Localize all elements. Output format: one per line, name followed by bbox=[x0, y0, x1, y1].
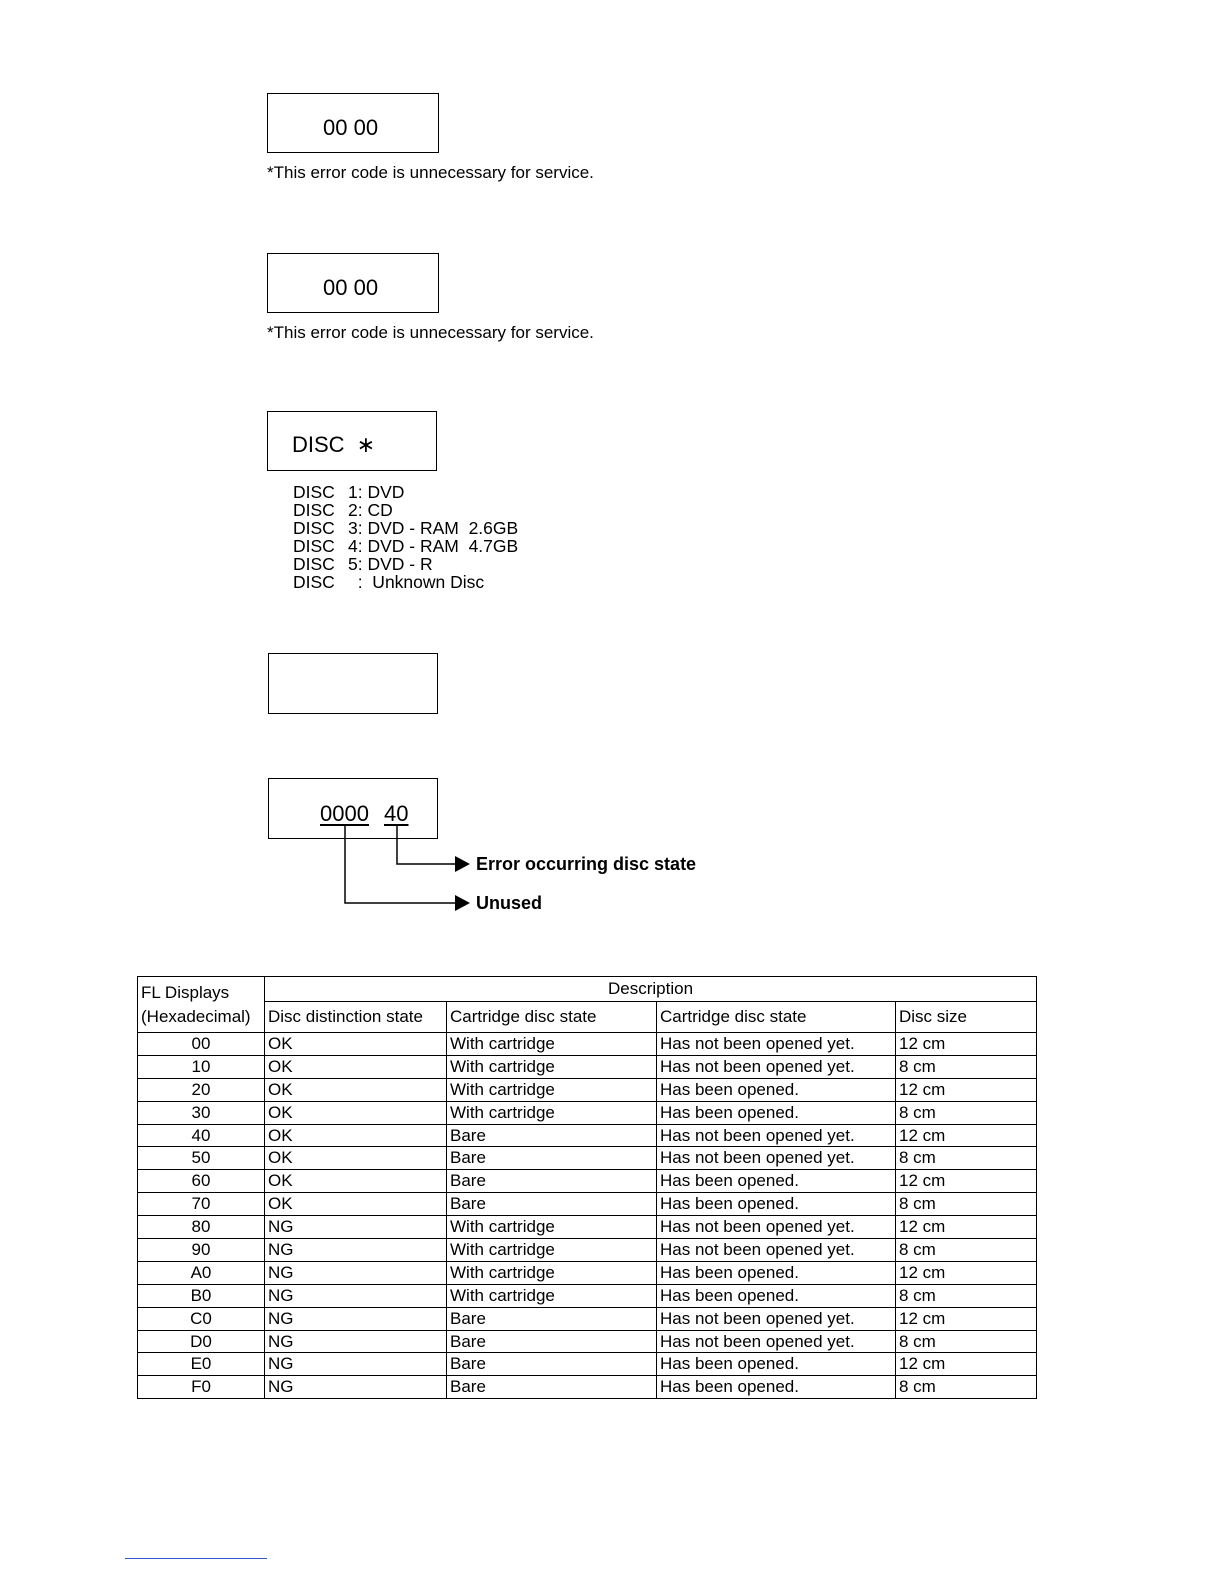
footer-rule bbox=[125, 1558, 267, 1559]
distinction-cell: OK bbox=[265, 1078, 447, 1101]
unused-label: Unused bbox=[476, 893, 543, 913]
disc-legend-item bbox=[293, 501, 518, 519]
distinction-cell: NG bbox=[265, 1307, 447, 1330]
fl-displays-header bbox=[138, 977, 265, 1033]
fl-header-line1: FL Displays bbox=[141, 983, 230, 1002]
distinction-cell: NG bbox=[265, 1239, 447, 1262]
error-state-code: 40 bbox=[384, 801, 409, 826]
opened-state-cell: Has been opened. bbox=[657, 1376, 896, 1399]
disc-size-cell: 8 cm bbox=[896, 1330, 1037, 1353]
opened-state-cell: Has not been opened yet. bbox=[657, 1055, 896, 1078]
opened-state-cell: Has been opened. bbox=[657, 1353, 896, 1376]
fl-display-1 bbox=[267, 93, 439, 153]
table-row bbox=[138, 1307, 1037, 1330]
table-row bbox=[138, 1330, 1037, 1353]
disc-size-cell: 12 cm bbox=[896, 1307, 1037, 1330]
cartridge-cell: With cartridge bbox=[447, 1261, 657, 1284]
disc-legend-value: 3: DVD - RAM 2.6GB bbox=[348, 518, 519, 538]
disc-size-cell: 12 cm bbox=[896, 1170, 1037, 1193]
opened-state-cell: Has not been opened yet. bbox=[657, 1033, 896, 1056]
table-row bbox=[138, 1147, 1037, 1170]
fl-code-cell: 70 bbox=[138, 1193, 265, 1216]
disc-size-cell: 8 cm bbox=[896, 1239, 1037, 1262]
fl-code-cell: 30 bbox=[138, 1101, 265, 1124]
table-row bbox=[138, 1170, 1037, 1193]
disc-legend-item bbox=[293, 483, 518, 501]
disc-legend-value: 4: DVD - RAM 4.7GB bbox=[348, 536, 519, 556]
cartridge-cell: With cartridge bbox=[447, 1284, 657, 1307]
cartridge-cell: Bare bbox=[447, 1353, 657, 1376]
disc-legend-value: : Unknown Disc bbox=[348, 572, 485, 592]
state-arrow-head bbox=[455, 856, 470, 872]
opened-state-cell: Has not been opened yet. bbox=[657, 1147, 896, 1170]
disc-size-cell: 12 cm bbox=[896, 1124, 1037, 1147]
opened-state-cell: Has been opened. bbox=[657, 1193, 896, 1216]
table-row bbox=[138, 1284, 1037, 1307]
cartridge-cell: Bare bbox=[447, 1147, 657, 1170]
disc-size-cell: 8 cm bbox=[896, 1284, 1037, 1307]
fl-code-cell: 10 bbox=[138, 1055, 265, 1078]
fl-code-cell: A0 bbox=[138, 1261, 265, 1284]
fl-code-cell: 00 bbox=[138, 1033, 265, 1056]
opened-state-cell: Has not been opened yet. bbox=[657, 1307, 896, 1330]
disc-size-cell: 12 cm bbox=[896, 1033, 1037, 1056]
fl-code-cell: 50 bbox=[138, 1147, 265, 1170]
disc-size-cell: 8 cm bbox=[896, 1147, 1037, 1170]
distinction-cell: NG bbox=[265, 1353, 447, 1376]
distinction-cell: OK bbox=[265, 1124, 447, 1147]
distinction-cell: NG bbox=[265, 1216, 447, 1239]
fl-code-cell: 60 bbox=[138, 1170, 265, 1193]
fl-code-cell: B0 bbox=[138, 1284, 265, 1307]
description-header: Description bbox=[265, 977, 1037, 1002]
opened-state-cell: Has been opened. bbox=[657, 1261, 896, 1284]
opened-state-cell: Has been opened. bbox=[657, 1284, 896, 1307]
opened-state-cell: Has not been opened yet. bbox=[657, 1239, 896, 1262]
table-row bbox=[138, 1055, 1037, 1078]
disc-legend-item bbox=[293, 573, 518, 591]
cartridge-cell: Bare bbox=[447, 1170, 657, 1193]
distinction-cell: NG bbox=[265, 1284, 447, 1307]
fl-display-error bbox=[268, 778, 438, 839]
fl-code-cell: 40 bbox=[138, 1124, 265, 1147]
disc-legend-item bbox=[293, 519, 518, 537]
cartridge-cell: With cartridge bbox=[447, 1239, 657, 1262]
fl-code-cell: 90 bbox=[138, 1239, 265, 1262]
distinction-cell: OK bbox=[265, 1147, 447, 1170]
fl-code-cell: F0 bbox=[138, 1376, 265, 1399]
table-row bbox=[138, 1193, 1037, 1216]
cartridge-cell: Bare bbox=[447, 1124, 657, 1147]
table-row bbox=[138, 1216, 1037, 1239]
disc-legend-label: DISC bbox=[293, 536, 335, 556]
disc-legend-label: DISC bbox=[293, 518, 335, 538]
table-row bbox=[138, 1353, 1037, 1376]
fl-code-cell: E0 bbox=[138, 1353, 265, 1376]
cartridge-cell: Bare bbox=[447, 1193, 657, 1216]
table-row bbox=[138, 1124, 1037, 1147]
distinction-cell: OK bbox=[265, 1033, 447, 1056]
disc-legend-value: 1: DVD bbox=[348, 482, 405, 502]
fl-code-cell: D0 bbox=[138, 1330, 265, 1353]
opened-state-cell: Has been opened. bbox=[657, 1170, 896, 1193]
opened-state-cell: Has not been opened yet. bbox=[657, 1124, 896, 1147]
table-row bbox=[138, 1101, 1037, 1124]
distinction-cell: NG bbox=[265, 1261, 447, 1284]
disc-size-cell: 12 cm bbox=[896, 1261, 1037, 1284]
fl-display-2-note: *This error code is unnecessary for service. bbox=[267, 323, 594, 342]
fl-display-2 bbox=[267, 253, 439, 313]
disc-legend-item bbox=[293, 555, 518, 573]
disc-size-cell: 8 cm bbox=[896, 1193, 1037, 1216]
cartridge-cell: Bare bbox=[447, 1376, 657, 1399]
disc-size-cell: 8 cm bbox=[896, 1376, 1037, 1399]
table-row bbox=[138, 1261, 1037, 1284]
column-header: Cartridge disc state bbox=[447, 1002, 657, 1033]
table-row bbox=[138, 1033, 1037, 1056]
unused-arrow-head bbox=[455, 895, 470, 911]
cartridge-cell: With cartridge bbox=[447, 1033, 657, 1056]
opened-state-cell: Has been opened. bbox=[657, 1078, 896, 1101]
cartridge-cell: With cartridge bbox=[447, 1101, 657, 1124]
fl-display-2-text: 00 00 bbox=[323, 275, 379, 300]
fl-display-blank bbox=[268, 653, 438, 714]
fl-code-cell: 80 bbox=[138, 1216, 265, 1239]
table-row bbox=[138, 1078, 1037, 1101]
cartridge-cell: Bare bbox=[447, 1330, 657, 1353]
fl-display-disc bbox=[267, 411, 437, 471]
fl-code-cell: 20 bbox=[138, 1078, 265, 1101]
disc-legend-item bbox=[293, 537, 518, 555]
distinction-cell: NG bbox=[265, 1330, 447, 1353]
column-header: Cartridge disc state bbox=[657, 1002, 896, 1033]
column-header: Disc distinction state bbox=[265, 1002, 447, 1033]
opened-state-cell: Has not been opened yet. bbox=[657, 1216, 896, 1239]
error-unused-code: 0000 bbox=[320, 801, 369, 826]
distinction-cell: OK bbox=[265, 1055, 447, 1078]
cartridge-cell: With cartridge bbox=[447, 1078, 657, 1101]
fl-header-line2: (Hexadecimal) bbox=[141, 1007, 251, 1026]
fl-code-cell: C0 bbox=[138, 1307, 265, 1330]
cartridge-cell: Bare bbox=[447, 1307, 657, 1330]
fl-display-disc-text: DISC ∗ bbox=[292, 432, 376, 457]
fl-display-1-text: 00 00 bbox=[323, 115, 379, 140]
distinction-cell: OK bbox=[265, 1170, 447, 1193]
cartridge-cell: With cartridge bbox=[447, 1216, 657, 1239]
disc-size-cell: 12 cm bbox=[896, 1078, 1037, 1101]
distinction-cell: OK bbox=[265, 1101, 447, 1124]
disc-state-table bbox=[137, 976, 1037, 1399]
fl-display-1-note: *This error code is unnecessary for service. bbox=[267, 163, 594, 182]
column-header: Disc size bbox=[896, 1002, 1037, 1033]
disc-legend-label: DISC bbox=[293, 572, 335, 592]
opened-state-cell: Has been opened. bbox=[657, 1101, 896, 1124]
table-row bbox=[138, 1376, 1037, 1399]
distinction-cell: NG bbox=[265, 1376, 447, 1399]
disc-size-cell: 12 cm bbox=[896, 1353, 1037, 1376]
cartridge-cell: With cartridge bbox=[447, 1055, 657, 1078]
disc-size-cell: 8 cm bbox=[896, 1101, 1037, 1124]
disc-legend-label: DISC bbox=[293, 482, 335, 502]
error-state-label: Error occurring disc state bbox=[476, 854, 697, 874]
disc-legend-label: DISC bbox=[293, 554, 335, 574]
disc-legend-value: 5: DVD - R bbox=[348, 554, 433, 574]
disc-size-cell: 8 cm bbox=[896, 1055, 1037, 1078]
distinction-cell: OK bbox=[265, 1193, 447, 1216]
disc-legend-value: 2: CD bbox=[348, 500, 393, 520]
disc-legend-label: DISC bbox=[293, 500, 335, 520]
table-row bbox=[138, 1239, 1037, 1262]
disc-size-cell: 12 cm bbox=[896, 1216, 1037, 1239]
opened-state-cell: Has not been opened yet. bbox=[657, 1330, 896, 1353]
disc-legend bbox=[293, 483, 518, 591]
